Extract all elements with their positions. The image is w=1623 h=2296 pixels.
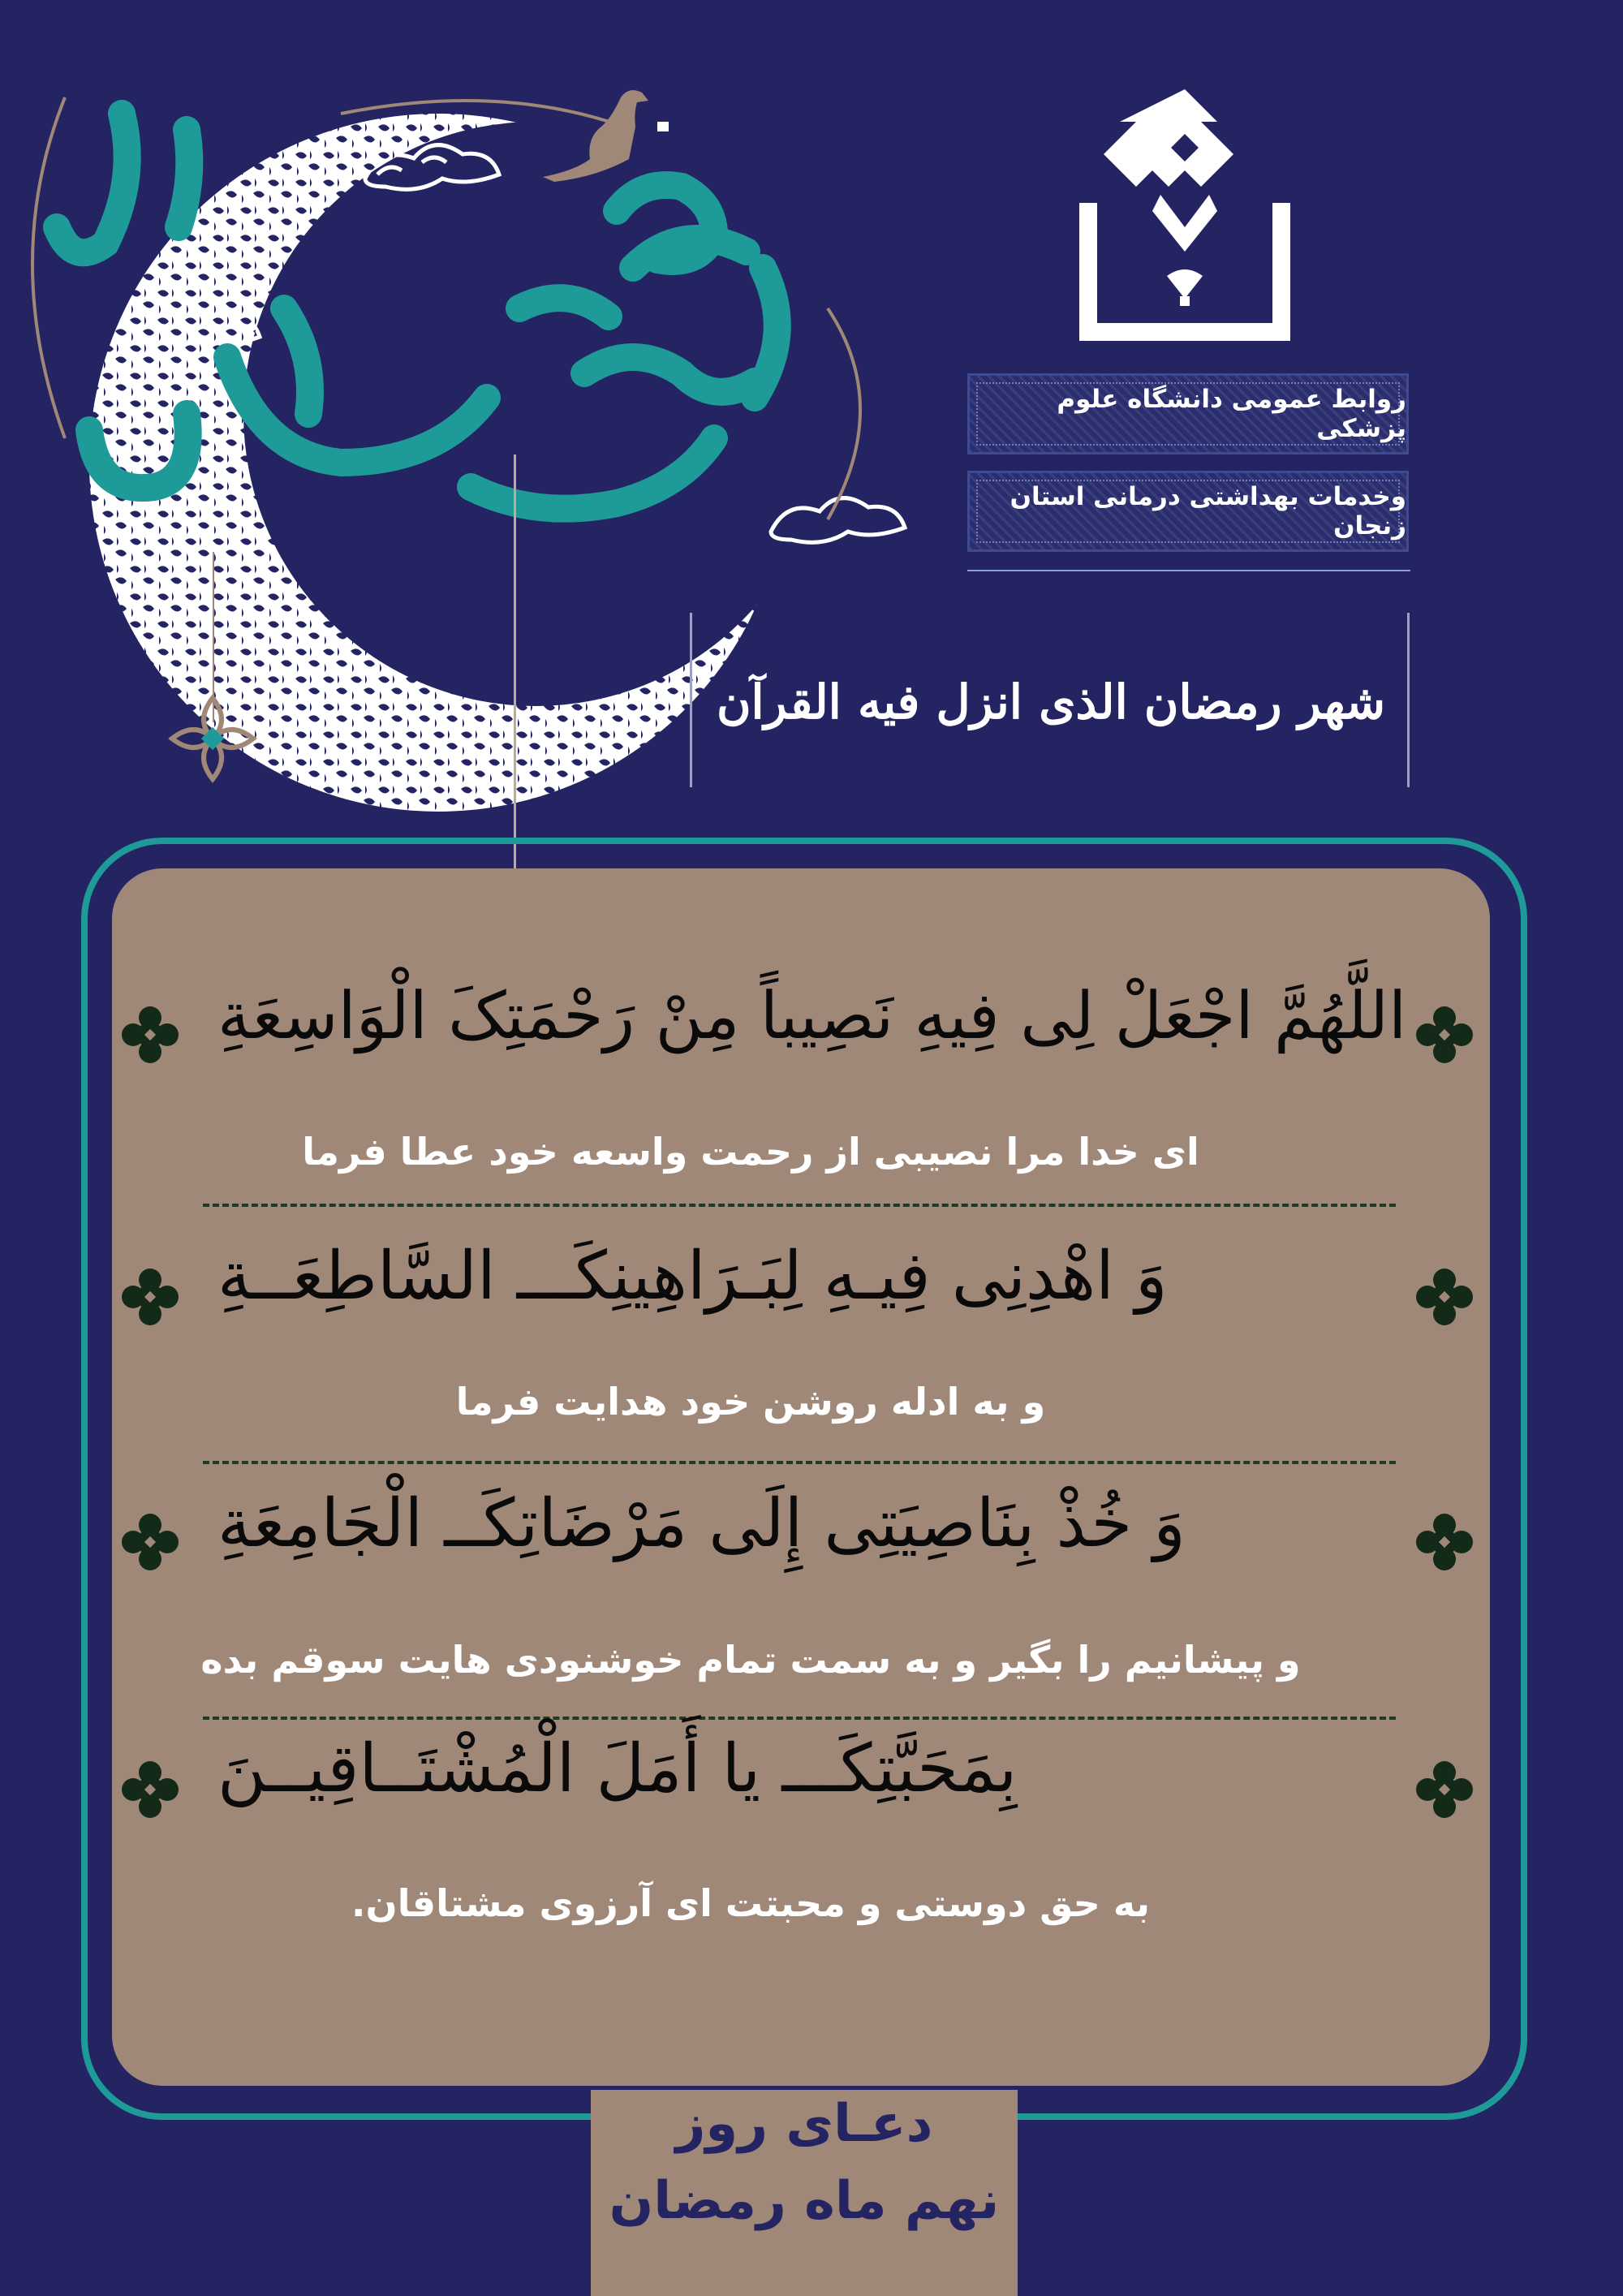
verse-rule-right: [1407, 613, 1410, 787]
dashed-divider: [203, 1204, 1396, 1207]
divider-rule: [967, 570, 1410, 571]
organization-label-line2: [967, 471, 1409, 552]
university-logo: [1071, 89, 1298, 357]
dua-arabic-text: بِمَحَبَّتِکَـــ یا أَمَلَ الْمُشْتَــاقِیــنَ: [217, 1730, 1018, 1807]
flower-bullet-icon: [122, 1514, 179, 1570]
flower-bullet-icon: [122, 1006, 179, 1063]
quran-verse: شهر رمضان الذی انزل فیه القرآن: [716, 674, 1386, 730]
dua-arabic-text: وَ خُذْ بِنَاصِیَتِی إِلَی مَرْضَاتِکَــ الْجَامِعَةِ: [217, 1485, 1186, 1562]
dua-line-4: [217, 1730, 1435, 1807]
dashed-divider: [203, 1717, 1396, 1720]
organization-label-line1: [967, 373, 1409, 454]
organization-line1-text: روابط عمومی دانشگاه علوم پزشکی: [1057, 385, 1406, 443]
footer-title-line1: دعـای روز: [675, 2094, 933, 2154]
dua-persian-translation: به حق دوستی و محبتت ای آرزوی مشتاقان.: [351, 1881, 1150, 1925]
footer-title-line2: نهم ماه رمضان: [609, 2171, 1000, 2231]
dua-persian-translation: و پیشانیم را بگیر و به سمت تمام خوشنودی هایت سوقم بده: [200, 1638, 1301, 1682]
dua-line-1: [217, 978, 1435, 1053]
calligraphy-title: [0, 0, 1, 1]
dua-persian-translation: و به ادله روشن خود هدایت فرما: [455, 1380, 1046, 1424]
flower-bullet-icon: [122, 1269, 179, 1325]
pendant-string: [213, 552, 214, 722]
dua-line-3: [217, 1485, 1435, 1562]
hanging-thread: [514, 454, 516, 868]
dua-persian-translation: ای خدا مرا نصیبی از رحمت واسعه خود عطا فرما: [302, 1130, 1199, 1174]
dua-arabic-text: اللَّهُمَّ اجْعَلْ لِی فِیهِ نَصِیباً مِنْ رَحْمَتِکَ الْوَاسِعَةِ: [217, 978, 1407, 1053]
verse-rule-left: [690, 613, 692, 787]
flower-bullet-icon: [122, 1761, 179, 1818]
dua-arabic-text: وَ اهْدِنِی فِیـهِ لِبَـرَاهِینِکَـــ السَّاطِعَــةِ: [217, 1238, 1168, 1315]
organization-line2-text: وخدمات بهداشتی درمانی استان زنجان: [1010, 482, 1406, 541]
dashed-divider: [203, 1461, 1396, 1464]
dua-line-2: [217, 1238, 1435, 1315]
